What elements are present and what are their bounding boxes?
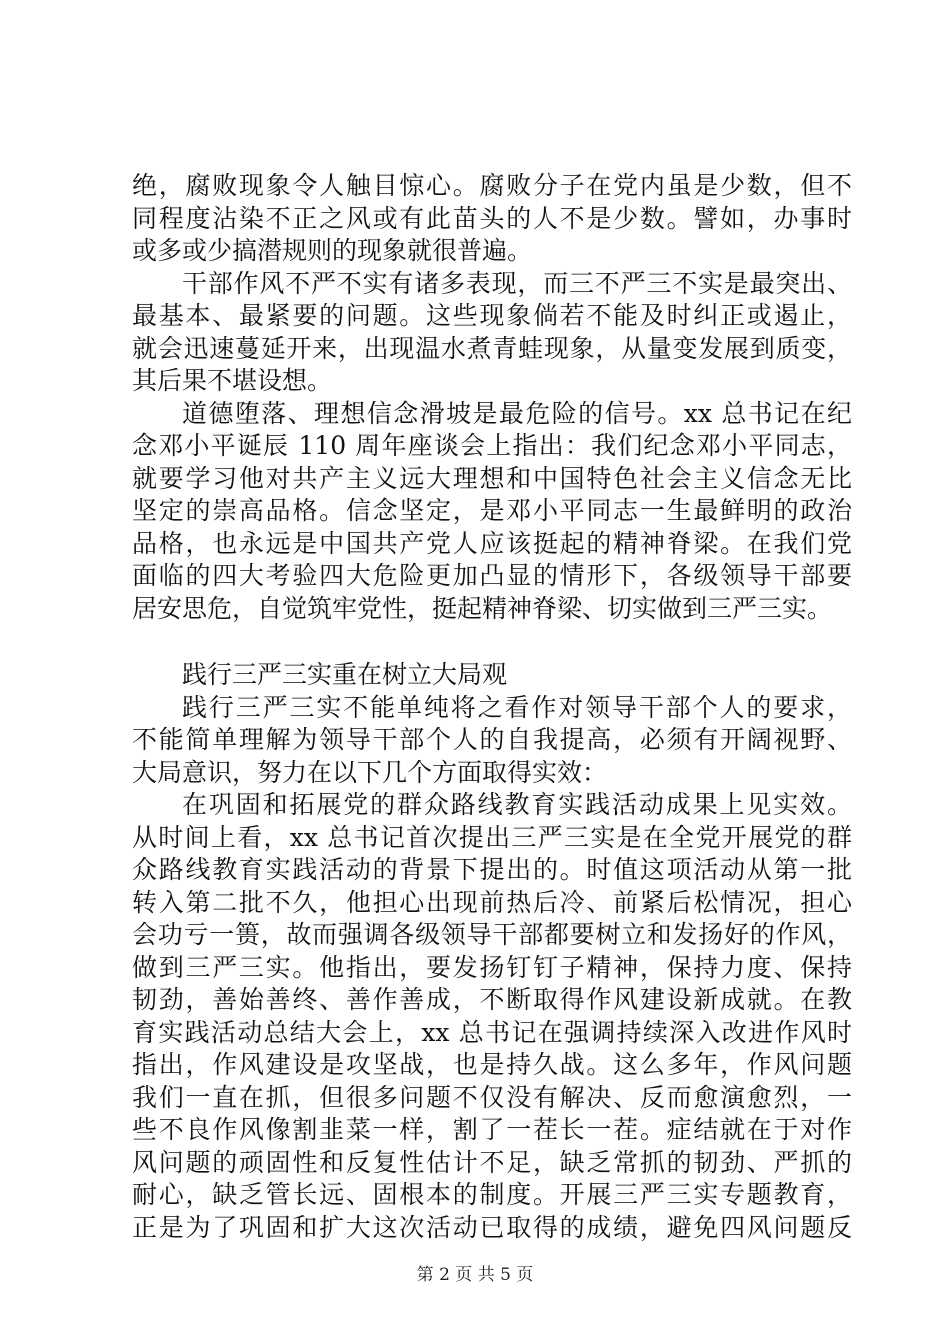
- paragraph-gap: [132, 625, 852, 659]
- text-line: 指出，作风建设是攻坚战，也是持久战。这么多年，作风问题: [132, 1050, 852, 1079]
- text-line: 面临的四大考验四大危险更加凸显的情形下，各级领导干部要: [132, 561, 852, 590]
- text-line: 从时间上看，xx 总书记首次提出三严三实是在全党开展党的群: [132, 822, 852, 852]
- text-line: 正是为了巩固和扩大这次活动已取得的成绩，避免四风问题反: [132, 1212, 852, 1242]
- document-body: [132, 170, 852, 1244]
- text-line: 风问题的顽固性和反复性估计不足，缺乏常抓的韧劲、严抓的: [132, 1147, 852, 1177]
- text-line: 绝，腐败现象令人触目惊心。腐败分子在党内虽是少数，但不: [132, 171, 852, 200]
- text-line: 最基本、最紧要的问题。这些现象倘若不能及时纠正或遏止，: [132, 301, 852, 330]
- text-line: 念邓小平诞辰 110 周年座谈会上指出：我们纪念邓小平同志，: [132, 431, 852, 460]
- text-line: 道德堕落、理想信念滑坡是最危险的信号。xx 总书记在纪: [182, 398, 852, 428]
- text-line: 韧劲，善始善终、善作善成，不断取得作风建设新成就。在教: [132, 985, 852, 1014]
- text-line: 其后果不堪设想。: [132, 366, 333, 395]
- text-line: 些不良作风像割韭菜一样，割了一茬长一茬。症结就在于对作: [132, 1115, 852, 1144]
- section-heading: 践行三严三实重在树立大局观: [182, 660, 508, 689]
- text-line: 不能简单理解为领导干部个人的自我提高，必须有开阔视野、: [132, 725, 852, 754]
- text-line: 就要学习他对共产主义远大理想和中国特色社会主义信念无比: [132, 463, 852, 493]
- text-line: 会功亏一篑，故而强调各级领导干部都要树立和发扬好的作风，: [132, 920, 852, 949]
- text-line: 做到三严三实。他指出，要发扬钉钉子精神，保持力度、保持: [132, 952, 852, 982]
- text-line: 居安思危，自觉筑牢党性，挺起精神脊梁、切实做到三严三实。: [132, 593, 833, 623]
- text-line: 践行三严三实不能单纯将之看作对领导干部个人的要求，: [182, 692, 852, 722]
- text-line: 我们一直在抓，但很多问题不仅没有解决、反而愈演愈烈，一: [132, 1082, 852, 1112]
- text-line: 大局意识，努力在以下几个方面取得实效：: [132, 757, 608, 787]
- text-line: 同程度沾染不正之风或有此苗头的人不是少数。譬如，办事时: [132, 203, 852, 233]
- text-line: 育实践活动总结大会上，xx 总书记在强调持续深入改进作风时: [132, 1017, 852, 1047]
- text-line: 品格，也永远是中国共产党人应该挺起的精神脊梁。在我们党: [132, 528, 852, 558]
- text-line: 坚定的崇高品格。信念坚定，是邓小平同志一生最鲜明的政治: [132, 496, 852, 525]
- text-line: 在巩固和拓展党的群众路线教育实践活动成果上见实效。: [182, 790, 852, 819]
- text-line: 干部作风不严不实有诸多表现，而三不严三不实是最突出、: [182, 268, 852, 298]
- text-line: 耐心，缺乏管长远、固根本的制度。开展三严三实专题教育，: [132, 1180, 852, 1209]
- page-number-footer: 第 2 页 共 5 页: [416, 1265, 534, 1285]
- text-line: 众路线教育实践活动的背景下提出的。时值这项活动从第一批: [132, 855, 852, 884]
- text-line: 或多或少搞潜规则的现象就很普遍。: [132, 236, 533, 265]
- text-line: 就会迅速蔓延开来，出现温水煮青蛙现象，从量变发展到质变，: [132, 333, 852, 363]
- text-line: 转入第二批不久，他担心出现前热后冷、前紧后松情况，担心: [132, 887, 852, 917]
